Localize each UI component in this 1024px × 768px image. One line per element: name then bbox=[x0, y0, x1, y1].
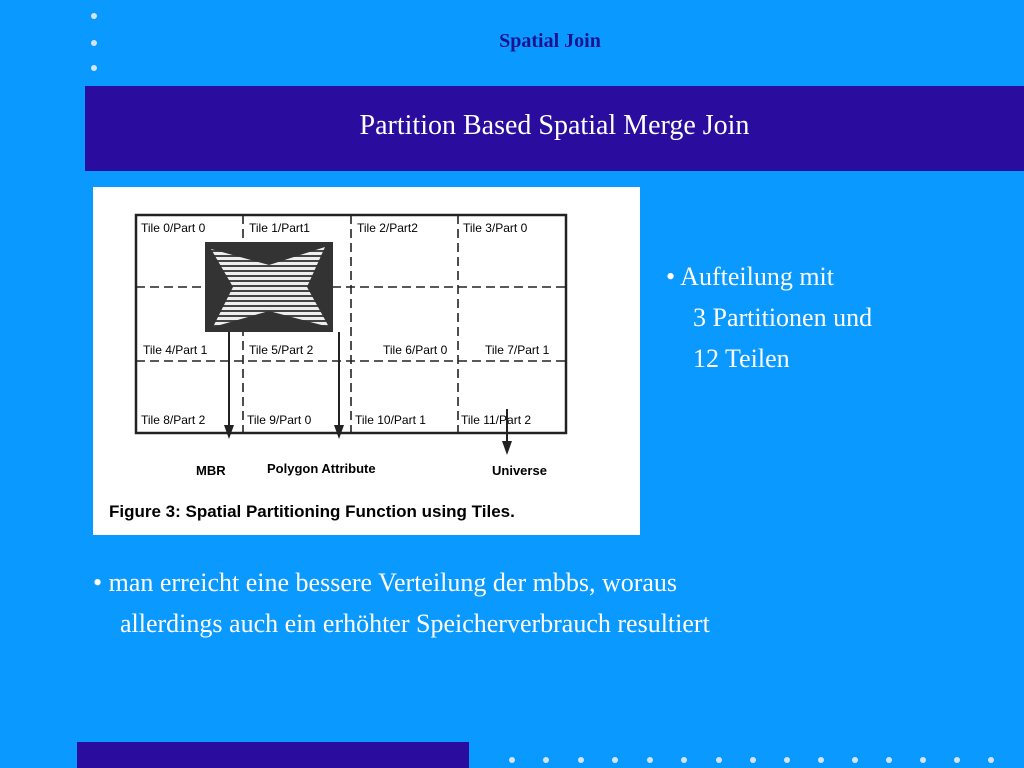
bullet-partitions bbox=[666, 256, 872, 379]
decor-dot bbox=[852, 757, 858, 763]
tile-label: Tile 11/Part 2 bbox=[461, 413, 532, 427]
header-title: Spatial Join bbox=[499, 30, 601, 52]
tile-partition-figure bbox=[93, 187, 640, 535]
tile-label: Tile 0/Part 0 bbox=[141, 221, 206, 235]
decor-dot bbox=[509, 757, 515, 763]
mbr-label: MBR bbox=[196, 463, 226, 478]
universe-label: Universe bbox=[492, 463, 547, 478]
decor-dot bbox=[954, 757, 960, 763]
tile-label: Tile 4/Part 1 bbox=[143, 343, 208, 357]
tile-label: Tile 9/Part 0 bbox=[247, 413, 312, 427]
tile-label: Tile 7/Part 1 bbox=[485, 343, 550, 357]
decor-dot bbox=[681, 757, 687, 763]
polygon-attribute-label: Polygon Attribute bbox=[267, 461, 376, 476]
bullet-line: • Aufteilung mit bbox=[666, 262, 834, 291]
slide-title: Partition Based Spatial Merge Join bbox=[359, 110, 750, 141]
footer-bar bbox=[77, 742, 469, 768]
tile-label: Tile 8/Part 2 bbox=[141, 413, 206, 427]
bullet-line: • man erreicht eine bessere Verteilung der mbbs, woraus bbox=[93, 568, 678, 597]
decor-dot bbox=[784, 757, 790, 763]
decor-dot bbox=[612, 757, 618, 763]
decor-dot bbox=[920, 757, 926, 763]
decor-dot bbox=[543, 757, 549, 763]
title-banner bbox=[85, 86, 1024, 171]
tile-label: Tile 1/Part1 bbox=[249, 221, 310, 235]
bullet-distribution bbox=[93, 562, 993, 644]
decor-dot bbox=[91, 13, 97, 19]
decor-dot bbox=[716, 757, 722, 763]
arrow-head bbox=[502, 441, 512, 455]
tile-label: Tile 10/Part 1 bbox=[355, 413, 426, 427]
decor-dot bbox=[818, 757, 824, 763]
decor-dot bbox=[578, 757, 584, 763]
decor-dot bbox=[647, 757, 653, 763]
tile-label: Tile 6/Part 0 bbox=[383, 343, 448, 357]
bullet-line: 3 Partitionen und bbox=[693, 303, 873, 332]
decor-dot bbox=[91, 65, 97, 71]
figure-caption: Figure 3: Spatial Partitioning Function using Tiles. bbox=[109, 502, 515, 521]
tile-label: Tile 3/Part 0 bbox=[463, 221, 528, 235]
bullet-line: allerdings auch ein erhöhter Speicherverbrauch resultiert bbox=[120, 609, 710, 638]
tile-label: Tile 5/Part 2 bbox=[249, 343, 314, 357]
decor-dot bbox=[988, 757, 994, 763]
bullet-line: 12 Teilen bbox=[693, 344, 790, 373]
tile-label: Tile 2/Part2 bbox=[357, 221, 418, 235]
decor-dot bbox=[886, 757, 892, 763]
figure-image bbox=[93, 187, 640, 535]
decor-dot bbox=[750, 757, 756, 763]
